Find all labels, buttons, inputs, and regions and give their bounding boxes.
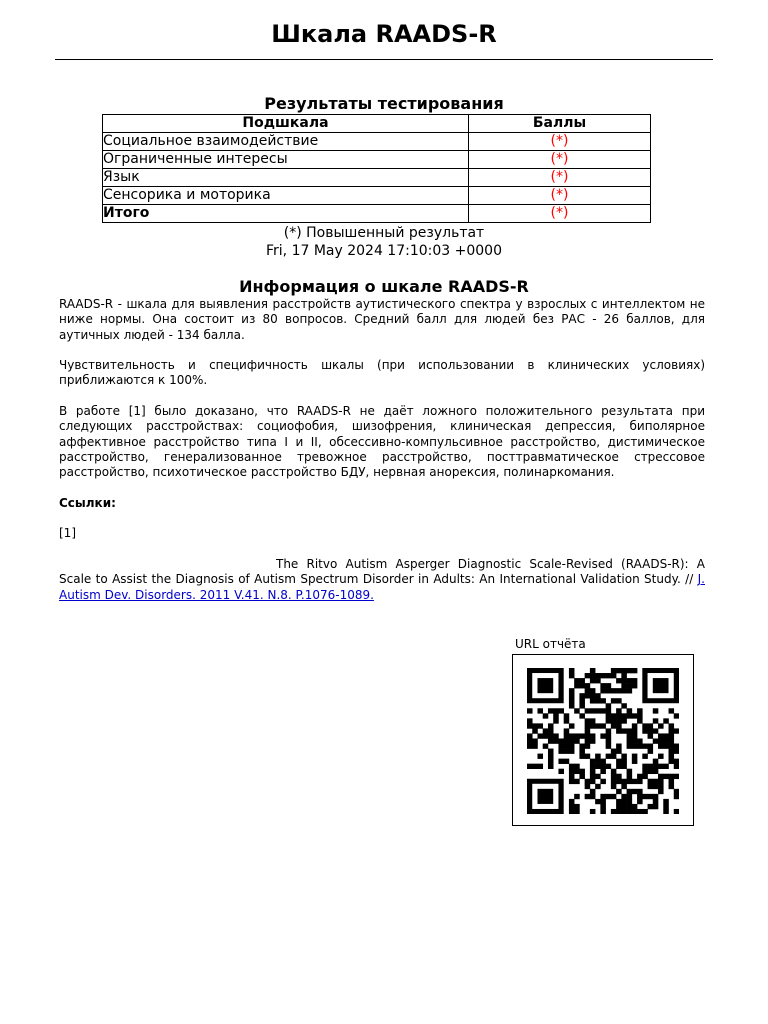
column-header-subscale: Подшкала	[103, 115, 469, 133]
total-label: Итого	[103, 205, 469, 223]
title-divider	[55, 59, 713, 60]
subscale-score: (*)	[469, 133, 651, 151]
info-paragraph: RAADS-R - шкала для выявления расстройств аутистического спектра у взрослых с интеллектом не ниже нормы. Она состоит из 80 вопросов. Средний балл для людей без РАС - 26 баллов, для аутичных людей - 134 балла.	[59, 297, 705, 342]
info-heading: Информация о шкале RAADS-R	[239, 277, 529, 296]
reference-number: [1]	[59, 526, 76, 541]
report-timestamp: Fri, 17 May 2024 17:10:03 +0000	[265, 243, 502, 259]
column-header-score: Баллы	[469, 115, 651, 133]
info-paragraph: В работе [1] было доказано, что RAADS-R не даёт ложного положительного результата при следующих расстройствах: социофобия, шизофрения, клиническая депрессия, биполярное аффективное расстройство типа I и II, обсессивно-компульсивное расстройство, дистимическое расстройство, генерализованное тревожное расстройство, посттравматическое стрессовое расстройство, психотическое расстройство БДУ, нервная анорексия, полинаркомания.	[59, 404, 705, 480]
subscale-score: (*)	[469, 169, 651, 187]
qr-code-frame	[512, 654, 694, 826]
page-title: Шкала RAADS-R	[271, 20, 497, 48]
results-table	[102, 114, 651, 223]
table-row	[103, 133, 651, 151]
qr-code-icon	[527, 668, 679, 814]
subscale-name: Ограниченные интересы	[103, 151, 469, 169]
table-total-row	[103, 205, 651, 223]
subscale-score: (*)	[469, 187, 651, 205]
references-label: Ссылки:	[59, 495, 116, 510]
reference-link[interactable]: J. Autism Dev. Disorders. 2011 V.41. N.8. P.1076-1089.	[59, 572, 705, 602]
subscale-name: Социальное взаимодействие	[103, 133, 469, 151]
reference-citation	[59, 557, 705, 603]
results-heading: Результаты тестирования	[264, 94, 504, 113]
table-header-row	[103, 115, 651, 133]
qr-label: URL отчёта	[515, 637, 586, 651]
subscale-name: Язык	[103, 169, 469, 187]
subscale-name: Сенсорика и моторика	[103, 187, 469, 205]
info-body	[59, 297, 705, 618]
table-row	[103, 151, 651, 169]
table-row	[103, 169, 651, 187]
info-paragraph: Чувствительность и специфичность шкалы (при использовании в клинических условиях) приближаются к 100%.	[59, 358, 705, 388]
table-row	[103, 187, 651, 205]
total-score: (*)	[469, 205, 651, 223]
reference-text: The Ritvo Autism Asperger Diagnostic Scale-Revised (RAADS-R): A Scale to Assist the Diagnosis of Autism Spectrum Disorder in Adults: An International Validation Study. //	[59, 557, 705, 587]
legend-note: (*) Повышенный результат	[283, 225, 485, 241]
subscale-score: (*)	[469, 151, 651, 169]
